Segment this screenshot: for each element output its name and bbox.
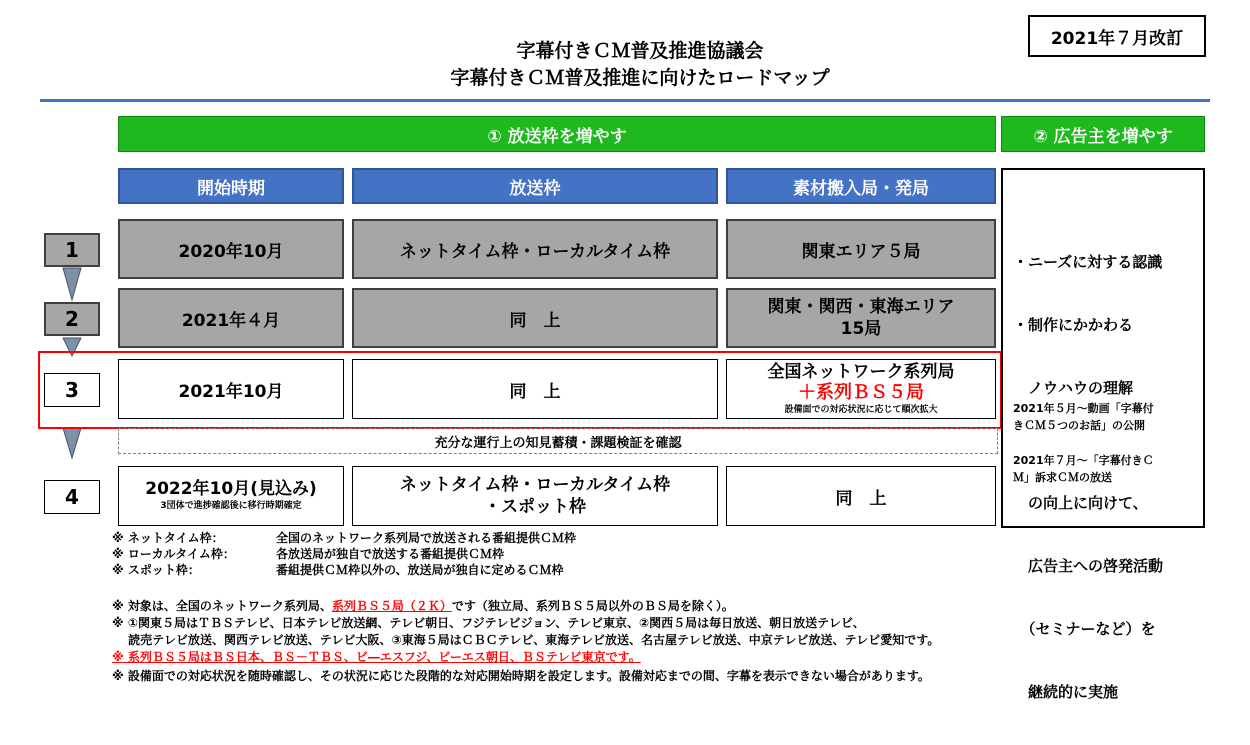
row4-start: [118, 466, 344, 526]
row1-start: 2020年10月: [118, 219, 344, 279]
row2-station-line2: 15局: [840, 319, 882, 339]
definition-term: ※ ローカルタイム枠：: [112, 547, 235, 561]
revision-badge: 2021年７月改訂: [1028, 15, 1206, 57]
column-header-station: 素材搬入局・発局: [726, 168, 996, 204]
definition-item: [112, 530, 576, 546]
title-line-1: 字幕付きＣＭ普及推進協議会: [516, 40, 764, 62]
footnote-scope-post: です（独立局、系列ＢＳ５局以外のＢＳ局を除く）。: [451, 599, 734, 613]
column-header-slot: 放送枠: [352, 168, 718, 204]
definition-desc: 全国のネットワーク系列局で放送される番組提供ＣＭ枠: [276, 531, 577, 545]
title-line-2: 字幕付きＣＭ普及推進に向けたロードマップ: [450, 67, 830, 89]
activity-line: 継続的に実施: [1013, 683, 1119, 701]
activity-line: の向上に向けて、: [1013, 494, 1148, 512]
row1-station: 関東エリア５局: [726, 219, 996, 279]
activity-line: [1013, 441, 1163, 451]
row3-station-note: 設備面での対応状況に応じて順次拡大: [784, 405, 938, 415]
definition-desc: 番組提供ＣＭ枠以外の、放送局が独自に定めるＣＭ枠: [276, 563, 564, 577]
definition-desc: 各放送局が独自で放送する番組提供ＣＭ枠: [276, 547, 505, 561]
arrow-down-icon: [63, 268, 81, 300]
current-phase-highlight: [38, 351, 1002, 429]
event-line: きＣＭ５つのお話」の公開: [1013, 419, 1145, 432]
event-line: 2021年５月～動画「字幕付: [1013, 402, 1154, 415]
footnote-bs5-list: ※ 系列ＢＳ５局はＢＳ日本、ＢＳ－ＴＢＳ、ビ―エスフジ、ビーエス朝日、ＢＳテレビ東京です。: [112, 650, 641, 664]
footnotes: [112, 598, 939, 685]
footnote-equipment: ※ 設備面での対応状況を随時確認し、その状況に応じた段階的な対応開始時期を設定します。設備対応までの間、字幕を表示できない場合があります。: [112, 669, 930, 683]
definition-item: [112, 546, 576, 562]
definition-term: ※ スポット枠：: [112, 563, 200, 577]
page-title: [300, 38, 980, 92]
row4-slot-line1: ネットタイム枠・ローカルタイム枠: [399, 475, 671, 495]
row2-station-line1: 関東・関西・東海エリア: [767, 297, 955, 317]
arrow-down-icon: [63, 428, 81, 458]
row3-slot: 同 上: [352, 359, 718, 419]
footnote-stations-line2: 読売テレビ放送、関西テレビ放送、テレビ大阪、③東海５局はＣＢＣテレビ、東海テレビ放送、名古屋テレビ放送、中京テレビ放送、テレビ愛知です。: [112, 633, 940, 647]
footnote-scope-pre: ※ 対象は、全国のネットワーク系列局、: [112, 599, 332, 613]
title-divider: [40, 99, 1210, 102]
row3-station-line1: 全国ネットワーク系列局: [767, 362, 955, 382]
footnote-scope: [112, 598, 939, 615]
advertiser-panel: [1001, 168, 1205, 701]
row4-station: 同 上: [726, 466, 996, 526]
row4-start-note: 3団体で進捗確認後に移行時期確定: [160, 501, 302, 511]
step-number-3: 3: [44, 373, 100, 407]
row4-slot: [352, 466, 718, 526]
step-number-1: 1: [44, 233, 100, 267]
row2-start: 2021年４月: [118, 288, 344, 348]
event-line: 2021年７月～「字幕付きＣ: [1013, 454, 1154, 467]
step-number-4: 4: [44, 480, 100, 514]
row3-start: 2021年10月: [118, 359, 344, 419]
definitions-list: [112, 530, 576, 578]
definition-term: ※ ネットタイム枠：: [112, 531, 224, 545]
definition-item: [112, 562, 576, 578]
row1-slot: ネットタイム枠・ローカルタイム枠: [352, 219, 718, 279]
row3-station-bs5: ＋系列ＢＳ５局: [798, 382, 924, 403]
footnote-scope-bs5: 系列ＢＳ５局（２Ｋ）: [331, 599, 452, 613]
section-advertiser-header: ② 広告主を増やす: [1001, 116, 1205, 152]
row2-slot: 同 上: [352, 288, 718, 348]
activity-line: ノウハウの理解: [1013, 379, 1134, 397]
row4-start-main: 2022年10月(見込み): [145, 479, 317, 499]
column-header-start: 開始時期: [118, 168, 344, 204]
row2-station: [726, 288, 996, 348]
activity-line: ・ニーズに対する認識: [1013, 253, 1163, 271]
section-broadcast-header: ① 放送枠を増やす: [118, 116, 996, 152]
step-number-2: 2: [44, 302, 100, 336]
footnote-stations-line1: ※ ①関東５局はＴＢＳテレビ、日本テレビ放送網、テレビ朝日、フジテレビジョン、テレビ東京、②関西５局は毎日放送、朝日放送テレビ、: [112, 616, 865, 630]
activity-line: ・制作にかかわる: [1013, 316, 1134, 334]
activity-line: 広告主への啓発活動: [1013, 557, 1164, 575]
advertiser-event-1: [1013, 400, 1154, 434]
activity-line: （セミナーなど）を: [1013, 620, 1156, 638]
verification-note: 充分な運行上の知見蓄積・課題検証を確認: [118, 428, 998, 454]
row4-slot-line2: ・スポット枠: [484, 497, 586, 517]
event-line: Ｍ」訴求ＣＭの放送: [1013, 471, 1112, 484]
advertiser-event-2: [1013, 452, 1154, 486]
